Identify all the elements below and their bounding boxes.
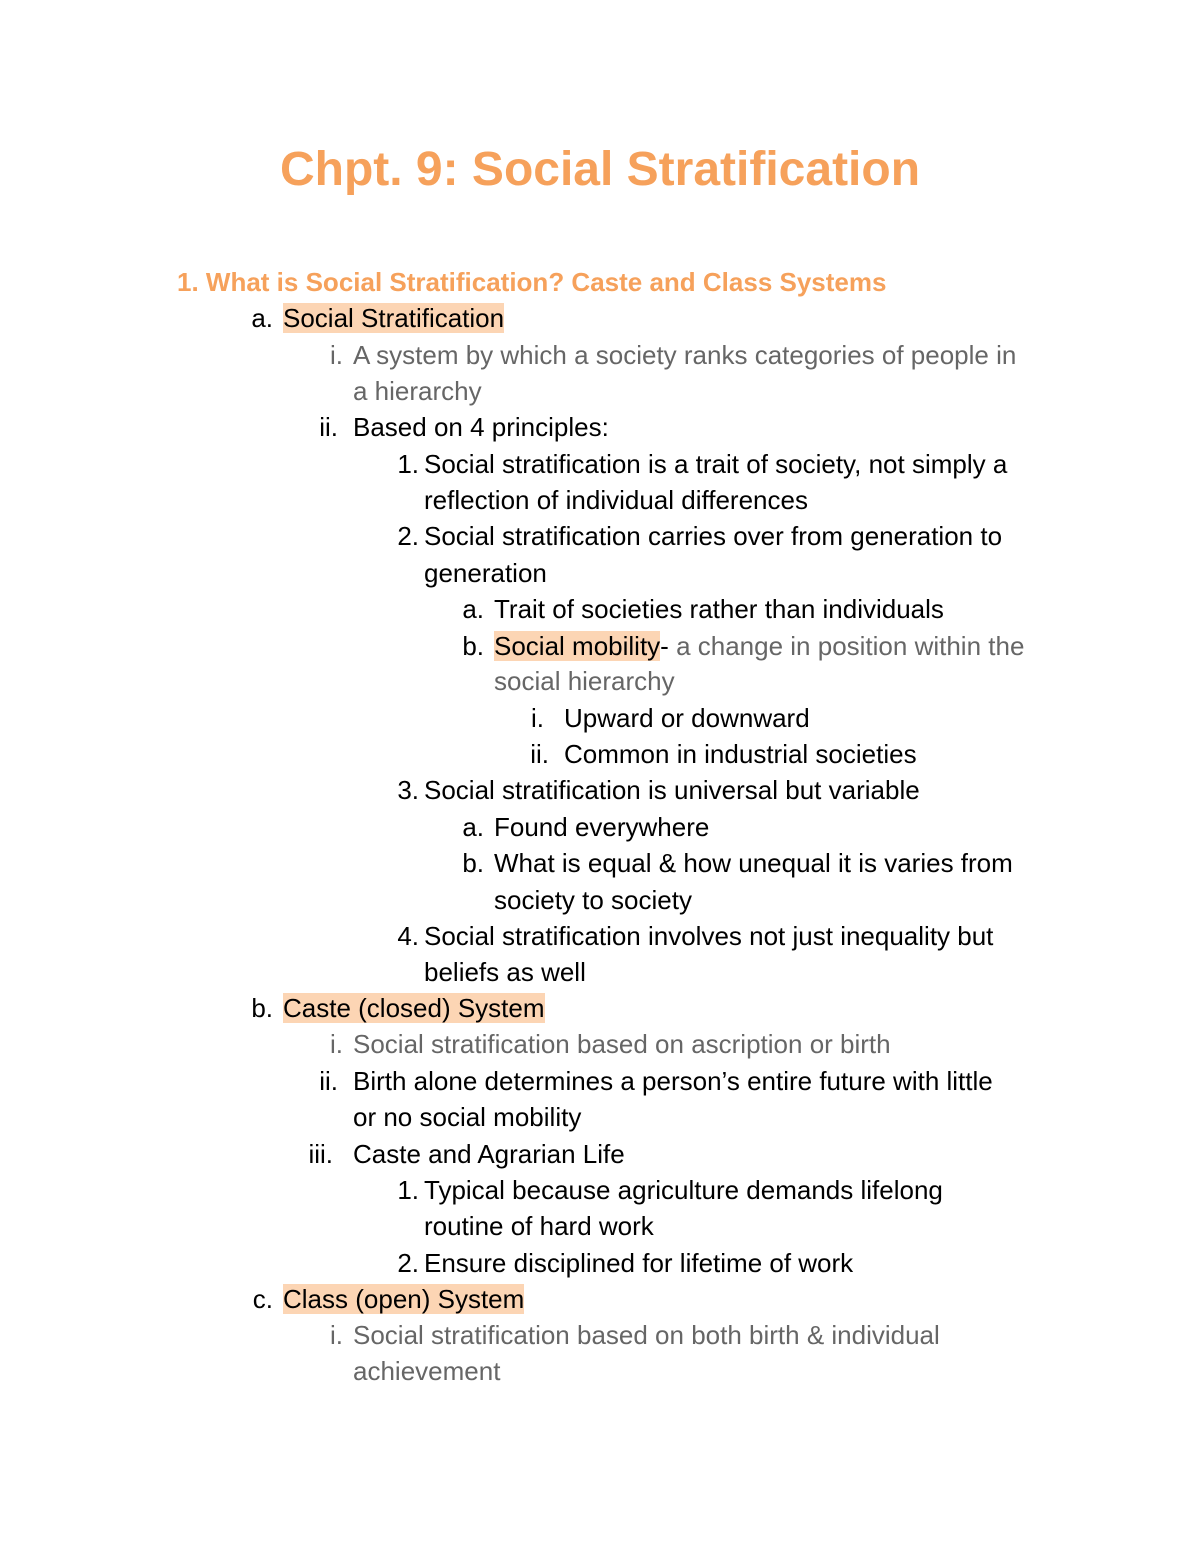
list-marker: a. [462,812,484,842]
list-marker: i. [330,340,343,370]
list-item-b [251,990,545,1026]
list-marker: 2. [397,521,419,551]
principle-2 [397,518,1003,554]
list-item-text: Typical because agriculture demands lifelong [424,1175,943,1205]
list-item-c [252,1281,525,1317]
principle-1 [397,446,1008,482]
definition-text: Social stratification based on ascription or birth [353,1029,891,1059]
principle-3-a [462,809,710,845]
list-item-continuation: society to society [494,885,692,915]
list-item-continuation: achievement [353,1356,501,1386]
list-item-continuation: reflection of individual differences [424,485,808,515]
list-marker: i. [330,1320,343,1350]
principle-4 [397,918,994,954]
list-marker: b. [251,993,273,1023]
list-marker: ii. [319,1066,338,1096]
list-item-b-iii-2 [397,1245,854,1281]
list-item-a [251,300,505,336]
term-dash: - [660,631,669,661]
principle-2-a [462,591,944,627]
list-item-text: Trait of societies rather than individuals [494,594,944,624]
list-item-continuation: routine of hard work [424,1211,654,1241]
list-item-text: Social stratification is universal but variable [424,775,920,805]
list-item-continuation: generation [424,558,547,588]
list-marker: ii. [530,739,549,769]
definition-text: a change in position within the [668,631,1025,661]
list-item-continuation: or no social mobility [353,1102,582,1132]
list-item-c-i [330,1317,940,1353]
principle-2-b-ii [530,736,917,772]
principle-2-b-i [531,700,810,736]
principle-2-b [462,628,1025,664]
list-marker: 3. [397,775,419,805]
list-marker: i. [330,1029,343,1059]
highlighted-term: Class (open) System [283,1284,525,1314]
list-item-text: Social stratification involves not just inequality but [424,921,994,951]
list-item-b-iii [308,1136,625,1172]
list-item-continuation: social hierarchy [494,666,675,696]
list-item-a-ii [319,409,609,445]
list-item-b-i [330,1026,891,1062]
list-marker: a. [251,303,273,333]
principle-3 [397,772,920,808]
highlighted-term: Caste (closed) System [283,993,545,1023]
list-item-continuation: beliefs as well [424,957,586,987]
document-title: Chpt. 9: Social Stratification [279,143,921,196]
list-item-a-i [330,337,1017,373]
list-marker: a. [462,594,484,624]
list-item-text: Upward or downward [564,703,810,733]
list-marker: i. [531,703,544,733]
definition-text: A system by which a society ranks categories of people in [353,340,1017,370]
list-item-b-iii-1 [397,1172,943,1208]
highlighted-term: Social mobility [494,631,661,661]
list-item-b-ii [319,1063,993,1099]
principle-3-b [462,845,1013,881]
list-marker: 1. [397,1175,419,1205]
list-marker: 2. [397,1248,419,1278]
list-marker: 1. [397,449,419,479]
list-item-text: Birth alone determines a person’s entire future with little [353,1066,993,1096]
definition-text: Social stratification based on both birth & individual [353,1320,940,1350]
list-item-text: Social stratification is a trait of society, not simply a [424,449,1008,479]
list-item-text: Common in industrial societies [564,739,917,769]
list-item-continuation: a hierarchy [353,376,482,406]
section-heading-text: What is Social Stratification? Caste and Class Systems [205,267,887,297]
list-item-text: Based on 4 principles: [353,412,609,442]
highlighted-term: Social Stratification [283,303,505,333]
list-marker: b. [462,631,484,661]
section-heading [177,264,886,300]
list-item-text: Found everywhere [494,812,710,842]
list-item-text: Caste and Agrarian Life [353,1139,625,1169]
list-item-text: Social stratification carries over from generation to [424,521,1003,551]
list-item-text: Ensure disciplined for lifetime of work [424,1248,854,1278]
list-marker: b. [462,848,484,878]
section-number: 1. [177,267,199,297]
list-marker: c. [252,1284,273,1314]
list-item-text: What is equal & how unequal it is varies from [494,848,1013,878]
list-marker: ii. [319,412,338,442]
list-marker: 4. [397,921,419,951]
list-marker: iii. [308,1139,333,1169]
